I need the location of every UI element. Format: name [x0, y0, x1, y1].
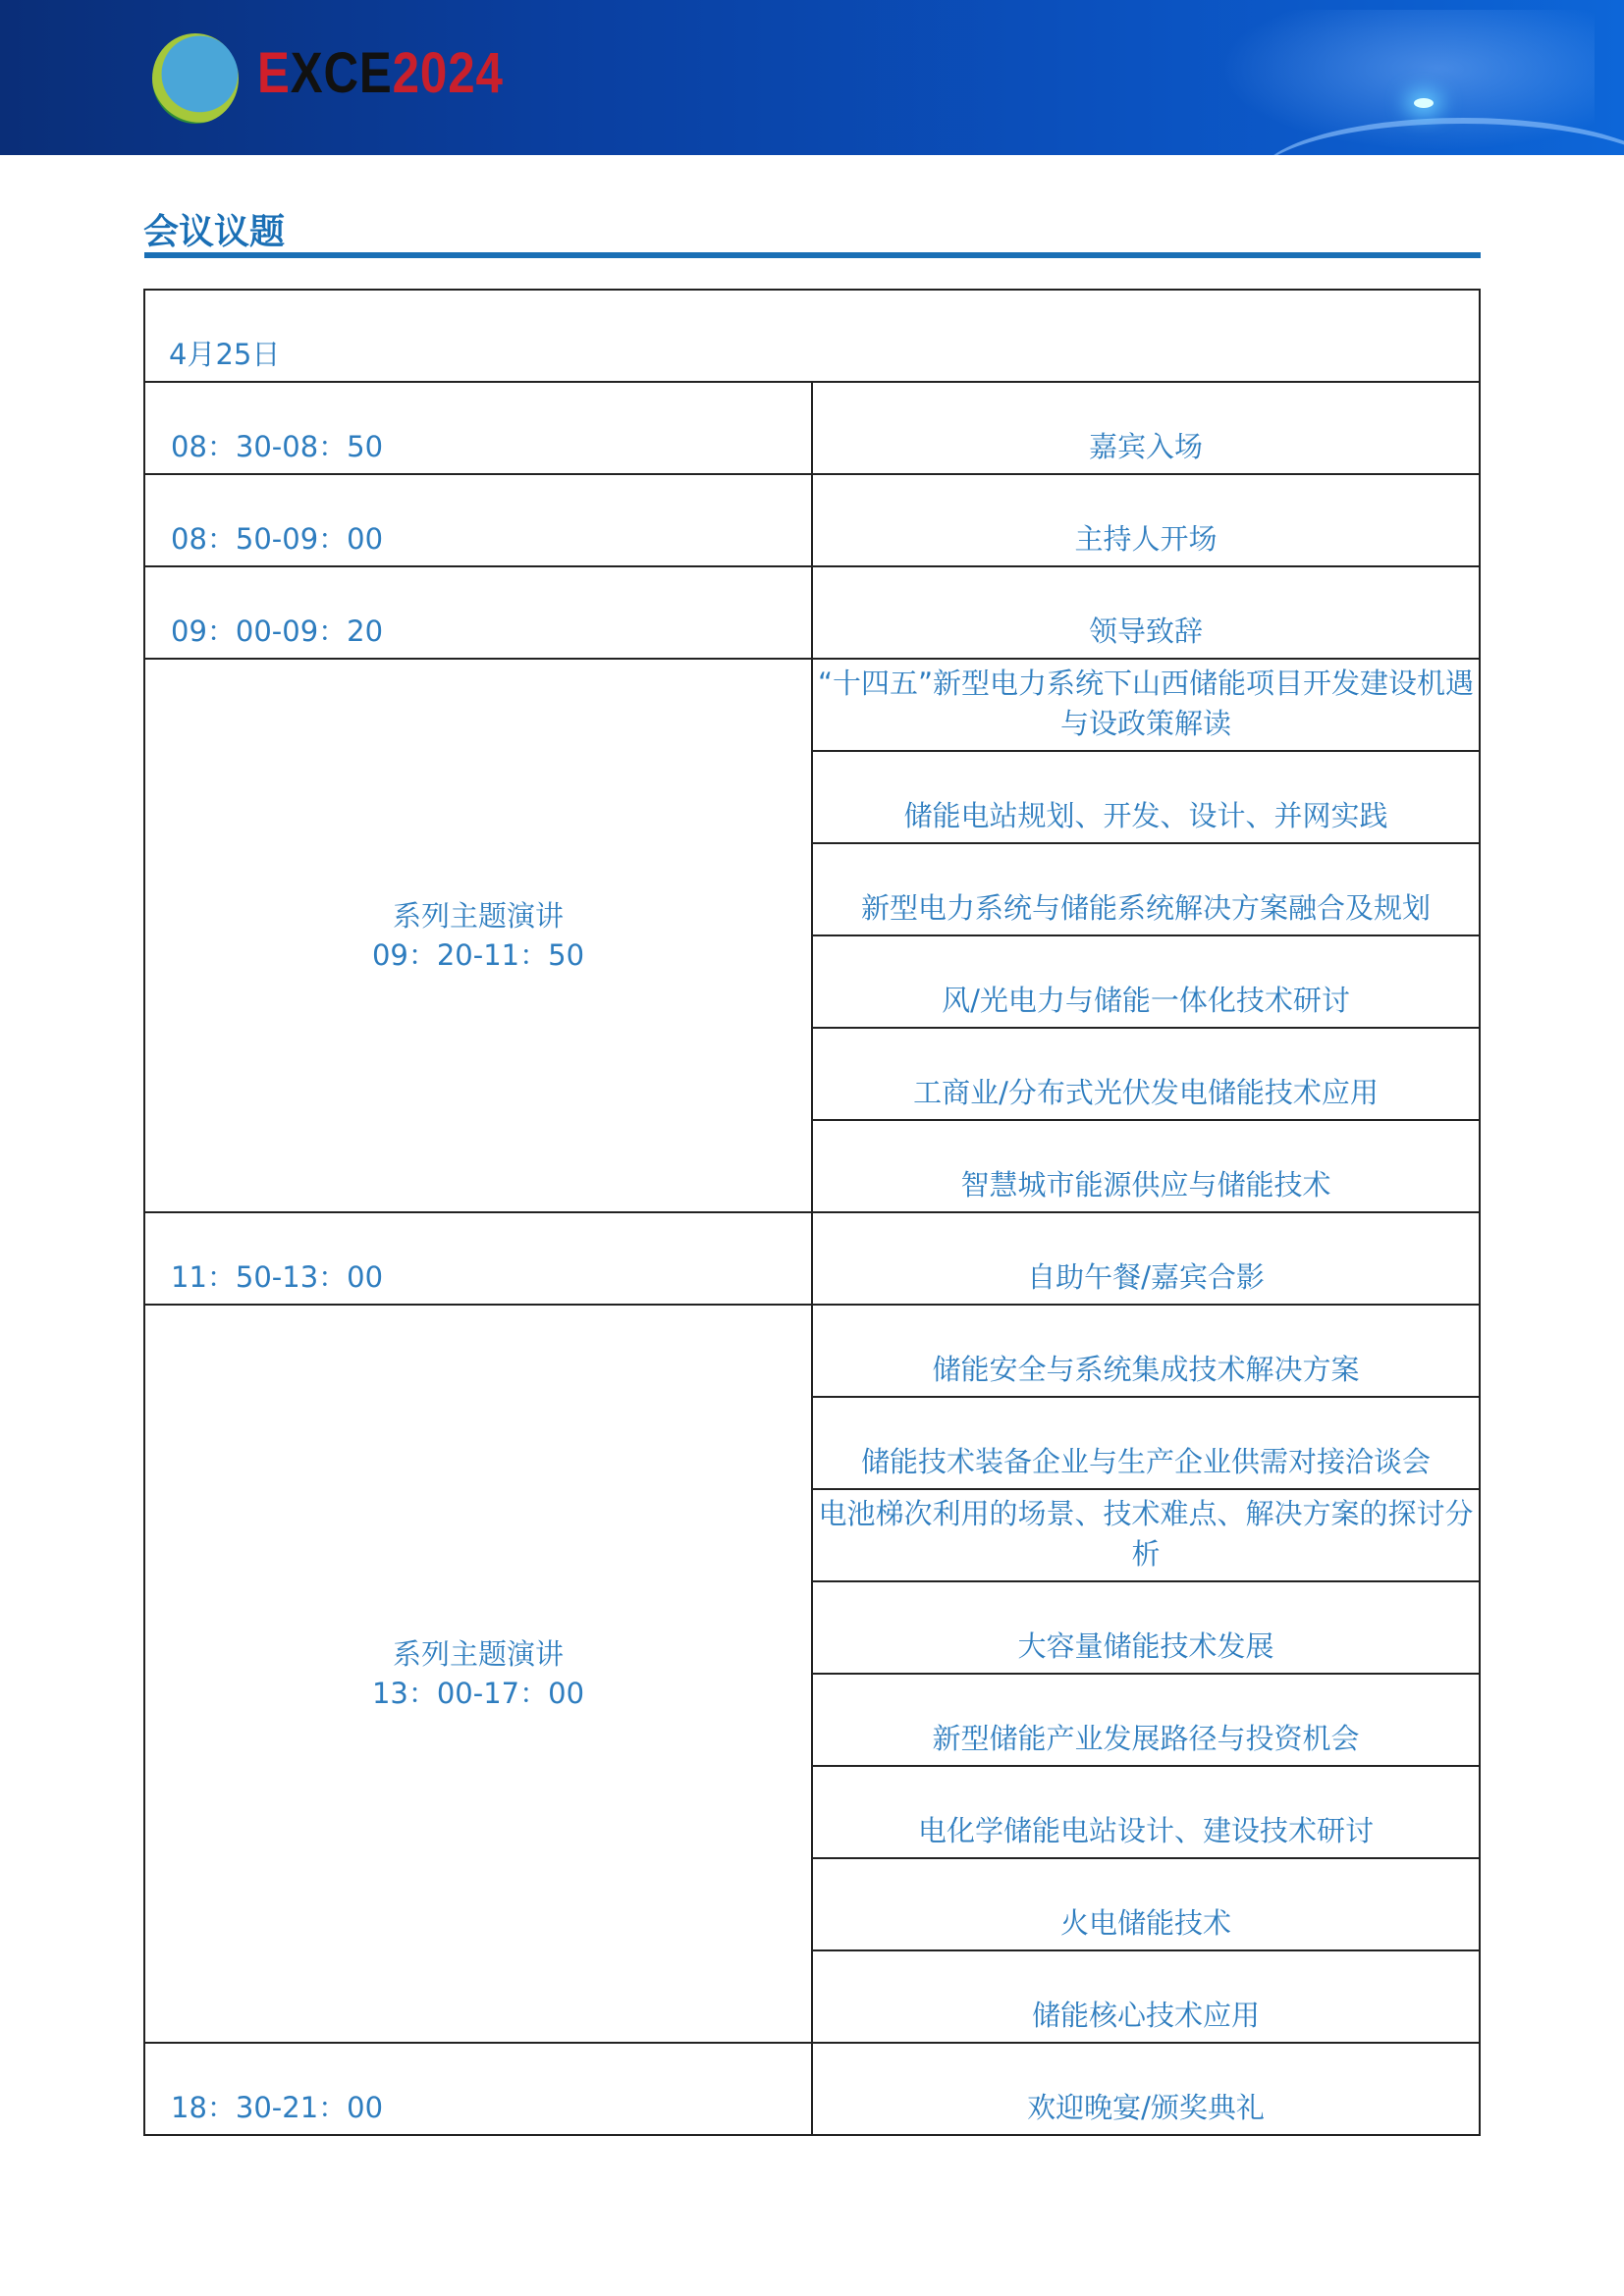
agenda-topic: 火电储能技术	[812, 1858, 1480, 1950]
title-divider	[144, 252, 1481, 258]
session-time: 18：30-21：00	[144, 2043, 812, 2135]
table-row	[144, 566, 1480, 659]
agenda-table	[143, 289, 1481, 2136]
agenda-date: 4月25日	[144, 290, 1480, 382]
session-label: 系列主题演讲	[392, 899, 564, 933]
table-row	[144, 474, 1480, 566]
light-flare	[1414, 98, 1434, 108]
session-time: 08：30-08：50	[144, 382, 812, 474]
session-time: 09：00-09：20	[144, 566, 812, 659]
agenda-topic: “十四五”新型电力系统下山西储能项目开发建设机遇与设政策解读	[812, 659, 1480, 751]
agenda-topic: 新型储能产业发展路径与投资机会	[812, 1674, 1480, 1766]
agenda-topic: 欢迎晚宴/颁奖典礼	[812, 2043, 1480, 2135]
session-time: 13：00-17：00	[371, 1677, 585, 1710]
section-title: 会议议题	[143, 212, 286, 252]
session-time: 08：50-09：00	[144, 474, 812, 566]
table-row	[144, 1212, 1480, 1305]
table-row	[144, 2043, 1480, 2135]
session-time: 11：50-13：00	[144, 1212, 812, 1305]
agenda-topic: 储能核心技术应用	[812, 1950, 1480, 2043]
header-banner	[0, 0, 1624, 155]
agenda-topic: 主持人开场	[812, 474, 1480, 566]
agenda-topic: 大容量储能技术发展	[812, 1581, 1480, 1674]
agenda-topic: 电池梯次利用的场景、技术难点、解决方案的探讨分析	[812, 1489, 1480, 1581]
agenda-topic: 自助午餐/嘉宾合影	[812, 1212, 1480, 1305]
session-time-block	[144, 659, 812, 1212]
agenda-topic: 风/光电力与储能一体化技术研讨	[812, 935, 1480, 1028]
table-row	[144, 382, 1480, 474]
agenda-topic: 嘉宾入场	[812, 382, 1480, 474]
logo-wordmark: EXCE2024	[257, 41, 504, 105]
agenda-topic: 储能技术装备企业与生产企业供需对接洽谈会	[812, 1397, 1480, 1489]
agenda-topic: 工商业/分布式光伏发电储能技术应用	[812, 1028, 1480, 1120]
session-time-block	[144, 1305, 812, 2043]
session-time: 09：20-11：50	[371, 938, 585, 972]
agenda-topic: 新型电力系统与储能系统解决方案融合及规划	[812, 843, 1480, 935]
agenda-topic: 储能电站规划、开发、设计、并网实践	[812, 751, 1480, 843]
table-row	[144, 1305, 1480, 1397]
agenda-topic: 电化学储能电站设计、建设技术研讨	[812, 1766, 1480, 1858]
table-row	[144, 659, 1480, 751]
agenda-topic: 储能安全与系统集成技术解决方案	[812, 1305, 1480, 1397]
agenda-topic: 领导致辞	[812, 566, 1480, 659]
agenda-topic: 智慧城市能源供应与储能技术	[812, 1120, 1480, 1212]
date-row	[144, 290, 1480, 382]
logo-emblem-icon	[152, 33, 239, 124]
session-label: 系列主题演讲	[392, 1637, 564, 1671]
